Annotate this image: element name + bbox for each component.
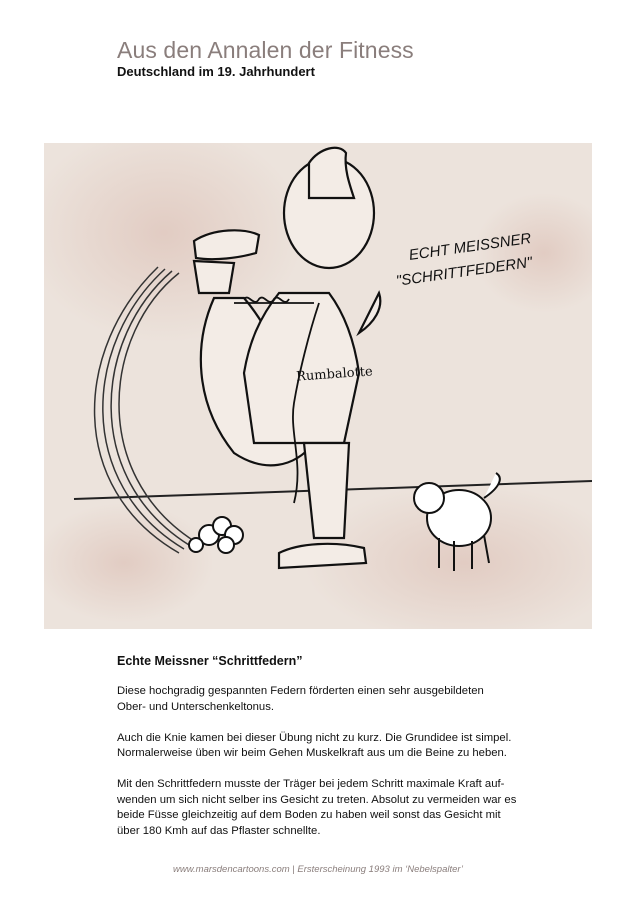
page-subtitle: Deutschland im 19. Jahrhundert <box>117 64 315 79</box>
cartoon-illustration <box>44 143 592 629</box>
article-paragraph: Mit den Schrittfedern musste der Träger bei jedem Schritt maximale Kraft auf- wenden um sich nicht selber ins Gesicht zu treten. Absolut zu vermeiden war es beide Füsse gleichzeitig auf dem Boden zu haben weil sonst das Gesicht mit über 180 Kmh auf das Pflaster schnellte. <box>117 778 517 837</box>
article <box>117 653 557 855</box>
article-paragraph: Auch die Knie kamen bei dieser Übung nicht zu kurz. Die Grundidee ist simpel. Normalerweise üben wir beim Gehen Muskelkraft aus um die Beine zu heben. <box>117 731 512 759</box>
page-footer <box>0 864 636 875</box>
cartoon-caption-line2: "SCHRITTFEDERN" <box>394 253 534 290</box>
article-heading: Echte Meissner “Schrittfedern” <box>117 654 303 668</box>
page-title: Aus den Annalen der Fitness <box>117 37 414 63</box>
shirt-lettering: Rumbalotte <box>295 364 374 385</box>
article-paragraph: Diese hochgradig gespannten Federn förderten einen sehr ausgebildeten Ober- und Unterschenkeltonus. <box>117 685 484 713</box>
page-header <box>117 36 414 80</box>
footer-credit: www.marsdencartoons.com | Ersterscheinung 1993 im ‘Nebelspalter’ <box>172 864 464 875</box>
cartoon-caption-line1: ECHT MEISSNER <box>407 230 533 265</box>
